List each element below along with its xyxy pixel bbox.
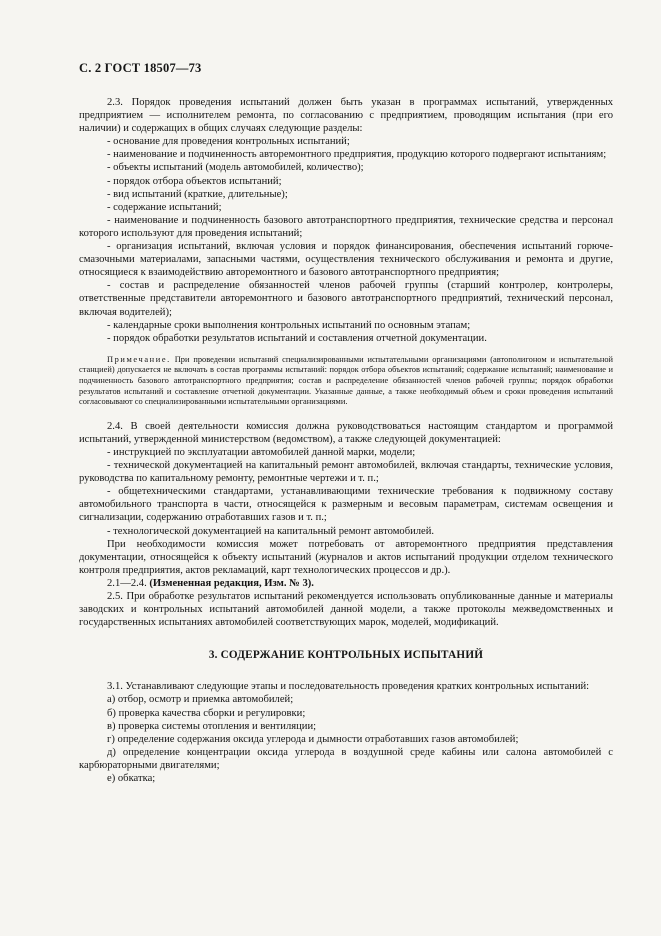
note-block	[79, 355, 613, 408]
list-item: - общетехническими стандартами, устанавливающими технические требования к подвижному составу автомобильного транспорта в части, относящейся к размерным и весовым параметрам, системам освещения и сигнализации, содержанию отработавших газов и т. п.;	[79, 486, 613, 524]
section-title: 3. СОДЕРЖАНИЕ КОНТРОЛЬНЫХ ИСПЫТАНИЙ	[208, 649, 484, 662]
document-body	[79, 96, 613, 785]
list-item: - состав и распределение обязанностей членов рабочей группы (старший контролер, контролеры, ответственные представители авторемонтного и базового автотранспортного предприятий, технический персонал, включая водителей);	[79, 280, 613, 318]
list-item: д) определение концентрации оксида углерода в воздушной среде кабины или салона автомобилей с карбюраторными двигателями;	[79, 746, 613, 771]
paragraph-2-4: 2.4. В своей деятельности комиссия должна руководствоваться настоящим стандартом и программой испытаний, утвержденной министерством (ведомством), а также следующей документацией:	[79, 420, 613, 445]
amendment-text: (Измененная редакция, Изм. № 3).	[149, 577, 314, 589]
list-item: - наименование и подчиненность базового автотранспортного предприятия, технические средства и персонал которого используют для проведения испытаний;	[79, 214, 613, 239]
list-item: - содержание испытаний;	[107, 201, 222, 213]
list-item: - порядок отбора объектов испытаний;	[107, 175, 282, 187]
paragraph-2-3: 2.3. Порядок проведения испытаний должен быть указан в программах испытаний, утвержденных предприятием — исполнителем ремонта, по согласованию с предприятием, проводящим испытания (при его наличии) и содержащих в общих случаях следующие разделы:	[79, 97, 613, 135]
list-item: - инструкцией по эксплуатации автомобилей данной марки, модели;	[107, 446, 416, 458]
list-item: - технологической документацией на капитальный ремонт автомобилей.	[107, 525, 435, 537]
list-item: е) обкатка;	[107, 773, 156, 784]
list-item: - наименование и подчиненность авторемонтного предприятия, продукцию которого подвергают испытаниям;	[107, 149, 607, 161]
note-text: При проведении испытаний специализированными испытательными организациями (автополигоном и испытательной станцией) допускается не включать в состав программы испытаний: порядок отбора объектов испытаний; содержание испытаний; наименование и подчиненность базового автотранспортного предприятия; состав и распределение обязанностей членов рабочей группы; порядок обработки результатов испытаний и составление отчетной документации. Указанные данные, а также необходимый объем и сроки проведения испытаний согласовывают со специализированными испытательными организациями.	[79, 354, 613, 407]
list-item: - объекты испытаний (модель автомобилей, количество);	[107, 162, 364, 174]
list-item: б) проверка качества сборки и регулировки;	[107, 707, 306, 719]
list-item: в) проверка системы отопления и вентиляции;	[107, 720, 317, 732]
list-item: - порядок обработки результатов испытаний и составления отчетной документации.	[107, 332, 487, 344]
list-item: - вид испытаний (краткие, длительные);	[107, 188, 288, 200]
amendment-note	[79, 577, 613, 590]
list-item: - основание для проведения контрольных испытаний;	[107, 136, 350, 148]
list-item: - календарные сроки выполнения контрольных испытаний по основным этапам;	[107, 319, 471, 331]
list-item: а) отбор, осмотр и приемка автомобилей;	[107, 694, 294, 706]
paragraph-2-5: 2.5. При обработке результатов испытаний рекомендуется использовать опубликованные данные и материалы заводских и контрольных испытаний автомобилей данной модели, а также протоколы межведомственных и государственных испытаниях автомобилей соответствующих марок, моделей, модификаций.	[79, 590, 613, 629]
list-item: г) определение содержания оксида углерода и дымности отработавших газов автомобилей;	[107, 733, 519, 745]
paragraph-3-1: 3.1. Устанавливают следующие этапы и последовательность проведения кратких контрольных испытаний:	[107, 681, 590, 693]
note-label: Примечание.	[107, 354, 171, 364]
list-item: - организация испытаний, включая условия и порядок финансирования, обеспечения испытаний горюче-смазочными материалами, запасными частями, осуществления технического обслуживания и ремонта и другие, относящиеся к взаимодействию авторемонтного и базового автотранспортного предприятия;	[79, 241, 613, 279]
list-item: - технической документацией на капитальный ремонт автомобилей, включая стандарты, технические условия, руководства по капитальному ремонту, ремонтные чертежи и т. п.;	[79, 460, 613, 485]
amendment-num: 2.1—2.4.	[107, 577, 150, 589]
page-header: С. 2 ГОСТ 18507—73	[79, 61, 202, 75]
paragraph-2-4-extra: При необходимости комиссия может потребовать от авторемонтного предприятия представления документации, относящейся к объекту испытаний (журналов и актов испытаний продукции отделом технического контроля предприятия, актов рекламаций, карт технологических процессов и др.).	[79, 538, 613, 576]
